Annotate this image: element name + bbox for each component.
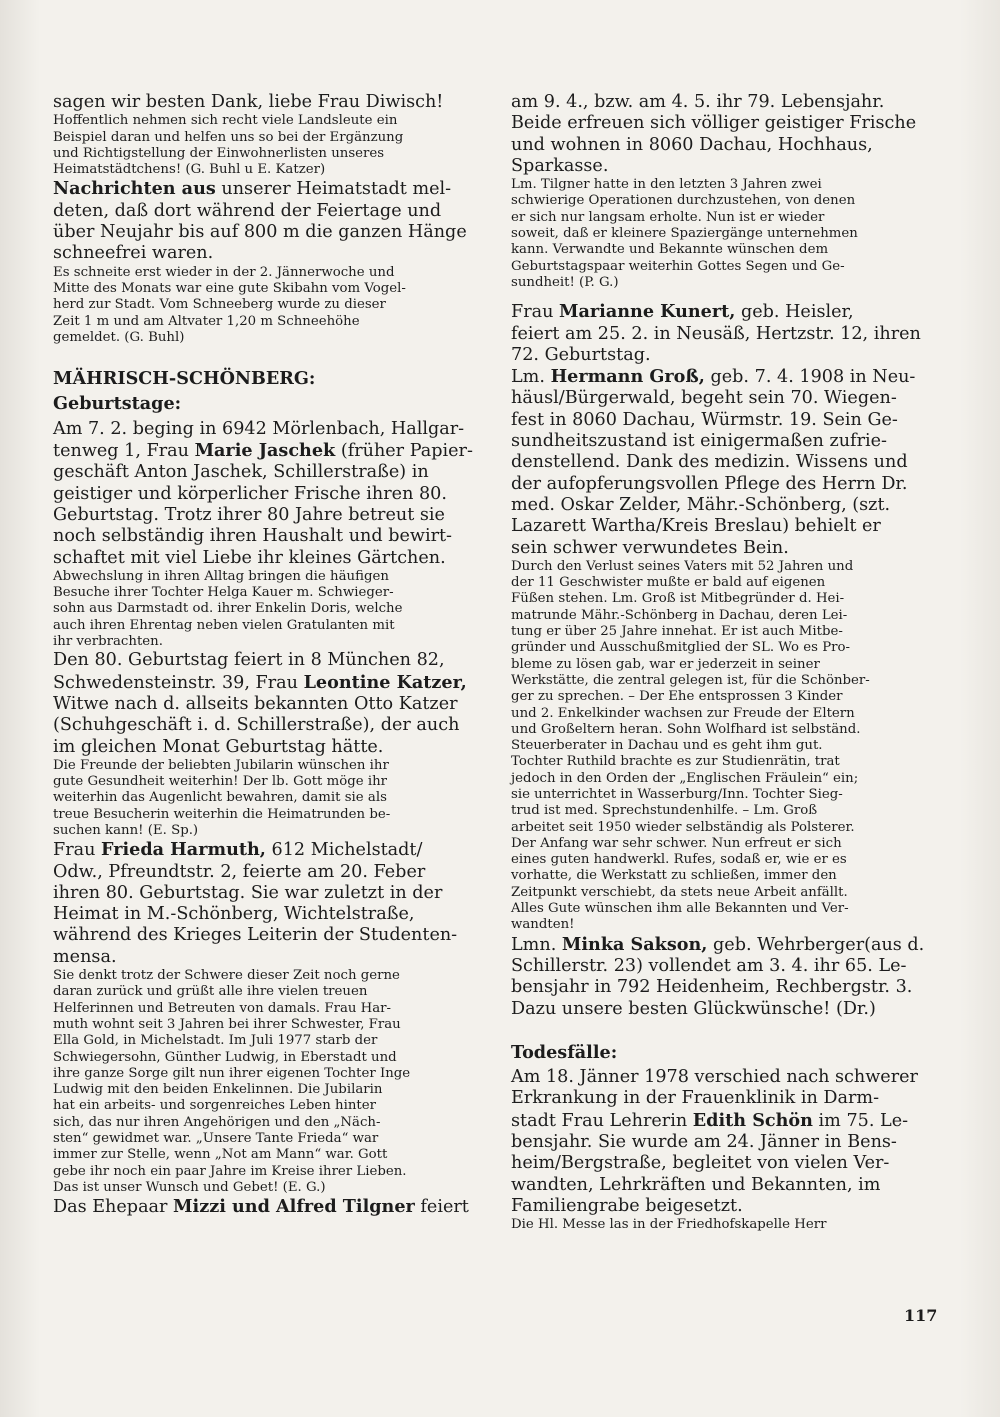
section-heading: MÄHRISCH-SCHÖNBERG: [53, 368, 316, 390]
thanks-body: Hoffentlich nehmen sich recht viele Landsleute ein Beispiel daran und helfen uns so bei der Ergänzung und Richtigstellung der Einwohnerlisten unseres Heimatstädtchens! (G. Buhl u E. Katzer) [53, 113, 404, 178]
schoen-paragraph [511, 1067, 947, 1217]
jaschek-name: Marie Jaschek [194, 440, 336, 462]
tilgner-text-1: Das Ehepaar [53, 1197, 174, 1218]
kunert-text-1: Frau [511, 302, 560, 323]
gross-paragraph [511, 366, 947, 559]
deaths-heading: Todesfälle: [511, 1041, 618, 1063]
tilgner-continued: am 9. 4., bzw. am 4. 5. ihr 79. Lebensjahr. Beide erfreuen sich völliger geistiger Frische und wohnen in 8060 Dachau, Hochhaus, Sparkasse. [511, 92, 917, 176]
schoen-text-1: Am 18. Jänner 1978 verschied nach schwerer Erkrankung in der Frauenklinik in Darm- stadt Frau Lehrerin [511, 1067, 918, 1131]
katzer-name: Leontine Katzer, [303, 671, 467, 693]
katzer-text-1: Den 80. Geburtstag feiert in 8 München 82, Schwedensteinstr. 39, Frau [53, 650, 445, 693]
harmuth-text-1: Frau [53, 840, 102, 861]
tilgner-text-2: feiert [414, 1197, 469, 1218]
sakson-text-2: geb. Wehrberger(aus d. Schillerstr. 23) vollendet am 3. 4. ihr 65. Le- bensjahr in 792 Heidenheim, Rechbergstr. 3. Dazu unsere besten Glückwünsche! (Dr.) [511, 934, 925, 1019]
harmuth-paragraph [53, 839, 491, 968]
schoen-name: Edith Schön [692, 1109, 813, 1131]
news-small: Es schneite erst wieder in der 2. Jännerwoche und Mitte des Monats war eine gute Skibahn vom Vogel- herd zur Stadt. Vom Schneeberg wurde zu dieser Zeit 1 m und am Altvater 1,20 m Schneehöhe gemeldet. (G. Buhl) [53, 264, 406, 345]
katzer-small: Die Freunde der beliebten Jubilarin wünschen ihr gute Gesundheit weiterhin! Der lb. Gott möge ihr weiterhin das Augenlicht bewahren, damit sie als treue Besucherin weiterhin die Heimatrunden be- suchen kann! (E. Sp.) [53, 757, 391, 838]
left-column [53, 92, 491, 1219]
kunert-text-2: geb. Heisler, feiert am 25. 2. in Neusäß, Hertzstr. 12, ihren 72. Geburtstag. [511, 302, 921, 365]
kunert-name: Marianne Kunert, [559, 301, 736, 323]
schoen-small: Die Hl. Messe las in der Friedhofskapelle Herr [511, 1217, 827, 1233]
gross-small: Durch den Verlust seines Vaters mit 52 Jahren und der 11 Geschwister mußte er bald auf eigenen Füßen stehen. Lm. Groß ist Mitbegründer d. Hei- matrunde Mähr.-Schönberg in Dachau, deren Lei- tung er über 25 Jahre innehat. Er ist auch Mitbe- gründer und Ausschußmitglied der SL. Wo es Pro- bleme zu lösen gab, war er jederzeit in seiner Werkstätte, die zentral gelegen ist, für die Schönber- ger zu sprechen. – Der Ehe entsprossen 3 Kinder und 2. Enkelkinder wachsen zur Freude der Eltern und Großeltern heran. Sohn Wolfhard ist selbständ. Steuerberater in Dachau und es geht ihm gut. Tochter Ruthild brachte es zur Studienrätin, trat jedoch in den Orden der „Englischen Fräulein“ ein; sie unterrichtet in Wasserburg/Inn. Tochter Sieg- trud ist med. Sprechstundenhilfe. – Lm. Groß arbeitet seit 1950 wieder selbständig als Polsterer. Der Anfang war sehr schwer. Nun erfreut er sich eines guten handwerkl. Rufes, sodaß er, wie er es vorhatte, die Werkstatt zu schließen, immer den Zeitpunkt verschiebt, da stets neue Arbeit anfällt. Alles Gute wünschen ihm alle Bekannten und Ver- wandten! [511, 558, 870, 933]
schoen-text-2: im 75. Le- bensjahr. Sie wurde am 24. Jänner in Bens- heim/Bergstraße, begleitet von vielen Ver- wandten, Lehrkräften und Bekannten, im Familiengrabe beigesetzt. [511, 1110, 909, 1216]
news-lead: Nachrichten aus [53, 178, 216, 200]
sakson-paragraph [511, 934, 947, 1020]
gross-text-1: Lm. [511, 367, 551, 388]
katzer-text-2: Witwe nach d. allseits bekannten Otto Katzer (Schuhgeschäft i. d. Schillerstraße), der auch im gleichen Monat Geburtstag hätte. [53, 693, 460, 757]
page-number: 117 [904, 1306, 938, 1325]
news-text: unserer Heimatstadt mel- deten, daß dort während der Feiertage und über Neujahr bis auf 800 m die ganzen Hänge schneefrei waren. [53, 179, 467, 264]
gross-name: Hermann Groß, [550, 366, 705, 388]
harmuth-small: Sie denkt trotz der Schwere dieser Zeit noch gerne daran zurück und grüßt alle ihre vielen treuen Helferinnen und Betreuten von damals. Frau Har- muth wohnt seit 3 Jahren bei ihrer Schwester, Frau Ella Gold, in Michelstadt. Im Juli 1977 starb der Schwiegersohn, Günther Ludwig, in Eberstadt und ihre ganze Sorge gilt nun ihrer eigenen Tochter Inge Ludwig mit den beiden Enkelinnen. Die Jubilarin hat ein arbeits- und sorgenreiches Leben hinter sich, das nur ihren Angehörigen und den „Näch- sten“ gewidmet war. „Unsere Tante Frieda“ war immer zur Stelle, wenn „Not am Mann“ war. Gott gebe ihr noch ein paar Jahre im Kreise ihrer Lieben. Das ist unser Wunsch und Gebet! (E. G.) [53, 968, 411, 1195]
sakson-name: Minka Sakson, [561, 933, 708, 955]
gross-text-2: geb. 7. 4. 1908 in Neu- häusl/Bürgerwald, begeht sein 70. Wiegen- fest in 8060 Dachau, Würmstr. 19. Sein Ge- sundheitszustand ist einigermaßen zufrie- denstellend. Dank des medizin. Wissens und der aufopferungsvollen Pflege des Herrn Dr. med. Oskar Zelder, Mähr.-Schönberg, (szt. Lazarett Wartha/Kreis Breslau) behielt er sein schwer verwundetes Bein. [511, 367, 916, 558]
tilgner-paragraph [53, 1196, 491, 1218]
katzer-paragraph [53, 650, 491, 757]
jaschek-text-2: (früher Papier- geschäft Anton Jaschek, Schillerstraße) in geistiger und körperlicher Frische ihren 80. Geburtstag. Trotz ihrer 80 Jahre betreut sie noch selbständig ihren Haushalt und bewirt- schaftet mit viel Liebe ihr kleines Gärtchen. [53, 441, 473, 568]
tilgner-name: Mizzi und Alfred Tilgner [173, 1196, 415, 1218]
harmuth-text-2: 612 Michelstadt/ Odw., Pfreundtstr. 2, feierte am 20. Feber ihren 80. Geburtstag. Sie war zuletzt in der Heimat in M.-Schönberg, Wichtelstraße, während des Krieges Leiterin der Studenten- mensa. [53, 840, 458, 967]
news-paragraph [53, 178, 491, 264]
jaschek-paragraph [53, 419, 491, 569]
thanks-line: sagen wir besten Dank, liebe Frau Diwisch! [53, 92, 444, 112]
jaschek-text-1: Am 7. 2. beging in 6942 Mörlenbach, Hallgar- tenweg 1, Frau [53, 418, 465, 462]
right-column [511, 92, 947, 1234]
harmuth-name: Frieda Harmuth, [101, 839, 266, 861]
tilgner-small: Lm. Tilgner hatte in den letzten 3 Jahren zwei schwierige Operationen durchzustehen, von denen er sich nur langsam erholte. Nun ist er wieder soweit, daß er kleinere Spaziergänge unternehmen kann. Verwandte und Bekannte wünschen dem Geburtstagspaar weiterhin Gottes Segen und Ge- sundheit! (P. G.) [511, 177, 858, 290]
jaschek-small: Abwechslung in ihren Alltag bringen die häufigen Besuche ihrer Tochter Helga Kauer m. Schwieger- sohn aus Darmstadt od. ihrer Enkelin Doris, welche auch ihren Ehrentag neben vielen Gratulanten mit ihr verbrachten. [53, 568, 403, 650]
kunert-paragraph [511, 301, 947, 366]
birthdays-subheading: Geburtstage: [53, 393, 182, 415]
sakson-text-1: Lmn. [511, 934, 562, 955]
